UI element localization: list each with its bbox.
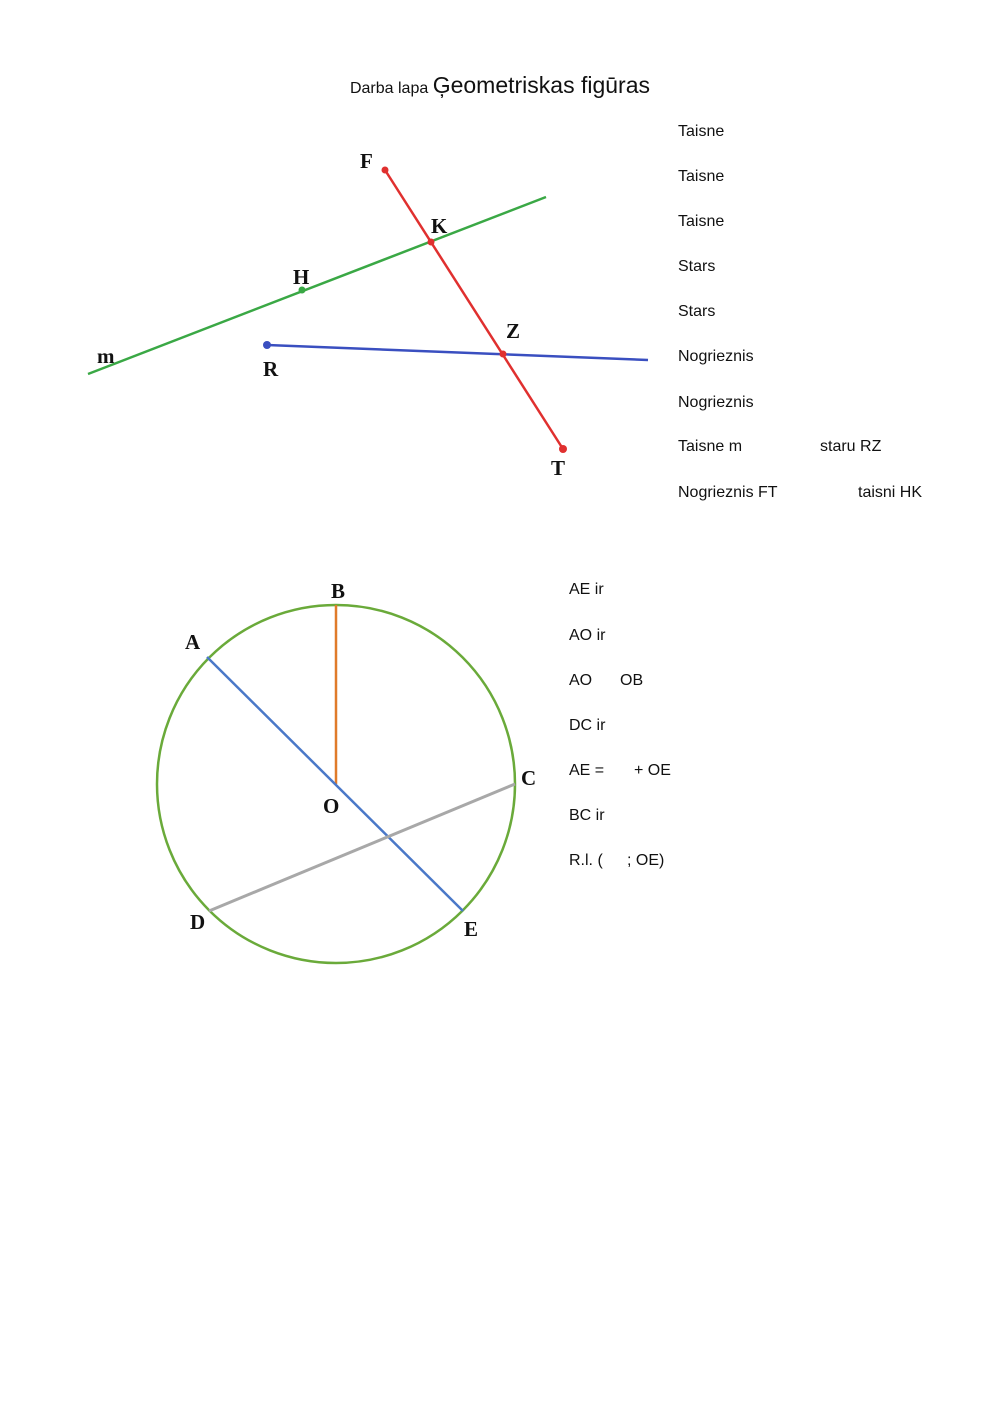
label-e: E bbox=[464, 917, 479, 941]
task2-line-7: R.l. ( bbox=[569, 852, 603, 869]
label-c: C bbox=[521, 766, 537, 790]
label-d: D bbox=[190, 910, 206, 934]
task2-line-7-tail: ; OE) bbox=[627, 852, 665, 869]
task2-line-5: AE = bbox=[569, 762, 605, 779]
task2-line-1: AE ir bbox=[569, 581, 604, 598]
task1-line-9-tail: taisni HK bbox=[858, 484, 923, 501]
task1-line-7: Nogrieznis bbox=[678, 394, 754, 411]
title-main: Ģeometriskas figūras bbox=[432, 72, 651, 98]
label-b: B bbox=[331, 579, 346, 603]
task2-line-2: AO ir bbox=[569, 627, 606, 644]
task2-line-3-tail: OB bbox=[620, 672, 644, 689]
task2-line-6: BC ir bbox=[569, 807, 605, 824]
label-r: R bbox=[263, 357, 279, 381]
label-t: T bbox=[551, 456, 566, 480]
task1-line-6: Nogrieznis bbox=[678, 348, 754, 365]
label-a: A bbox=[185, 630, 201, 654]
task2-line-3: AO bbox=[569, 672, 593, 689]
label-f: F bbox=[360, 149, 373, 173]
task1-line-1: Taisne bbox=[678, 123, 725, 140]
task1-line-4: Stars bbox=[678, 258, 716, 275]
task1-line-8: Taisne m bbox=[678, 438, 743, 455]
task1-line-2: Taisne bbox=[678, 168, 725, 185]
task2-line-5-tail: + OE bbox=[634, 762, 671, 779]
task1-line-3: Taisne bbox=[678, 213, 725, 230]
task1-line-5: Stars bbox=[678, 303, 716, 320]
label-o: O bbox=[323, 794, 340, 818]
label-k: K bbox=[431, 214, 448, 238]
label-h: H bbox=[293, 265, 310, 289]
title-prefix: Darba lapa bbox=[349, 80, 429, 97]
task1-line-9: Nogrieznis FT bbox=[678, 484, 778, 501]
task2-line-4: DC ir bbox=[569, 717, 606, 734]
task1-line-8-tail: staru RZ bbox=[820, 438, 882, 455]
chord-dc bbox=[209, 784, 515, 911]
label-z: Z bbox=[506, 319, 521, 343]
label-m: m bbox=[97, 344, 115, 368]
